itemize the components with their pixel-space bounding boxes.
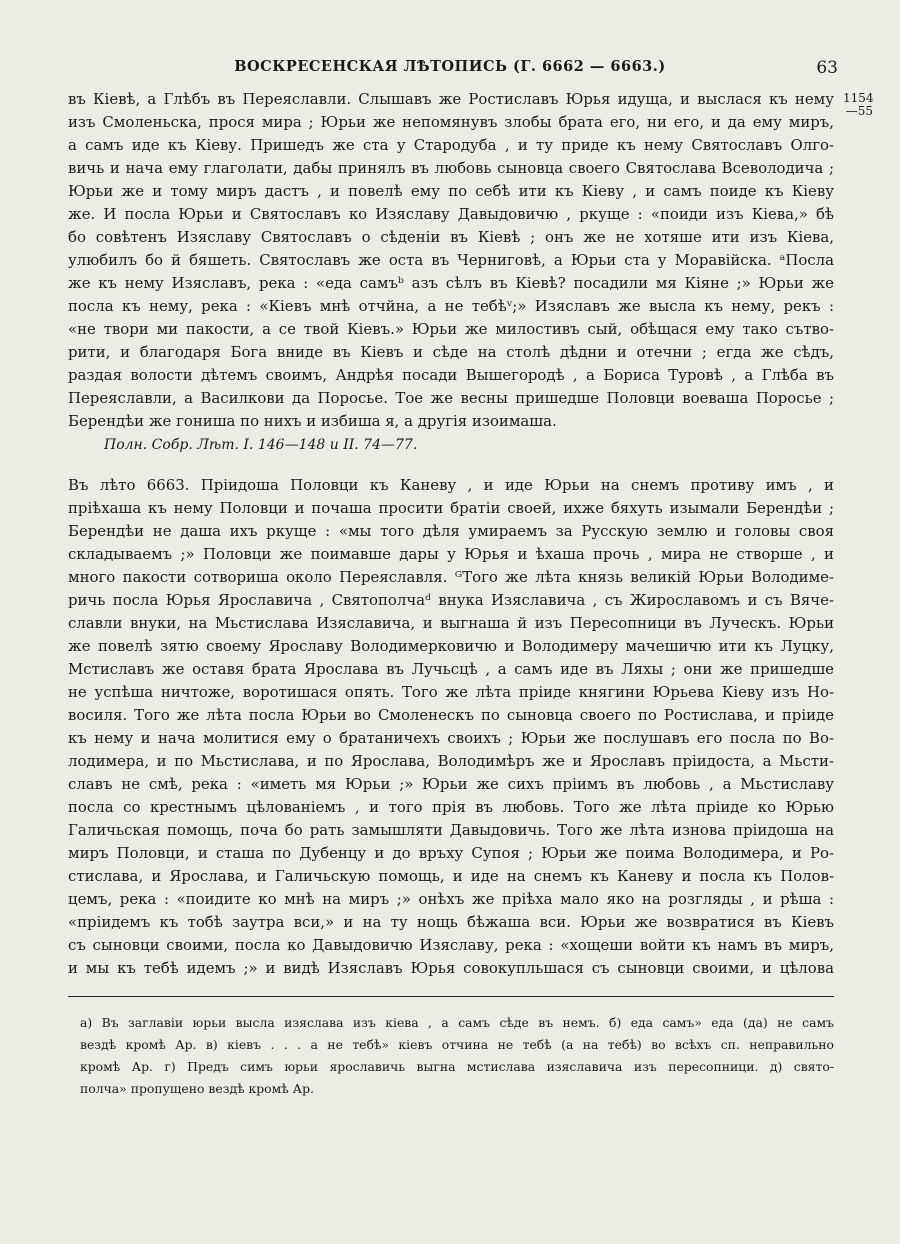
- text-line: не успѣша ничтоже, воротишася опять. Того же лѣта прiиде княгини Юрьева Кіеву изъ Но-: [68, 683, 834, 701]
- footnote-line: а) Въ заглавіи юрьи высла изяслава изъ кіева , а самъ сѣде въ немъ. б) еда самъ» еда (да) не самъ: [80, 1015, 834, 1030]
- footnote-divider: [68, 996, 834, 997]
- text-line: улюбилъ бо й бяшеть. Святославъ же оста въ Черниговѣ, а Юрьи ста у Моравійска. ᵃПосла: [68, 251, 834, 269]
- text-line: а самъ иде къ Кіеву. Пришедъ же ста у Стародуба , и ту приде къ нему Святославъ Олго-: [68, 136, 834, 154]
- text-line: Галичьская помощь, поча бо рать замышляти Давыдовичь. Того же лѣта изнова прiидоша на: [68, 821, 834, 839]
- text-line: же къ нему Изяславъ, река : «еда самъᵇ азъ сѣлъ въ Кіевѣ? посадили мя Кіяне ;» Юрьи же: [68, 274, 834, 292]
- footnote-line: кромѣ Ар. г) Предъ симъ юрьи ярославичь выгна мстислава изяславича изъ пересопници. д) свято-: [80, 1059, 834, 1074]
- text-line: Берендѣи не даша ихъ ркуще : «мы того дѣля умираемъ за Русскую землю и головы своя: [68, 522, 834, 540]
- text-line: складываемъ ;» Половци же поимавше дары у Юрья и ѣхаша прочь , мира не створше , и: [68, 545, 834, 563]
- chronicle-paragraph-1: [68, 88, 834, 433]
- text-line: къ нему и нача молитися ему о братаничехъ своихъ ; Юрьи же послушавъ его посла по Во-: [68, 729, 834, 747]
- text-line: же. И посла Юрьи и Святославъ ко Изяславу Давыдовичю , ркуще : «поиди изъ Кіева,» бѣ: [68, 205, 834, 223]
- chronicle-paragraph-2: [68, 474, 834, 980]
- footnote-line: полча» пропущено вездѣ кромѣ Ар.: [80, 1081, 314, 1096]
- text-line: Берендѣи же гониша по нихъ и избиша я, а другія изоимаша.: [68, 412, 557, 430]
- text-line: и мы къ тебѣ идемъ ;» и видѣ Изяславъ Юрья совокупльшася съ сыновци своими, и цѣлова: [68, 959, 834, 977]
- text-line: цемъ, река : «поидите ко мнѣ на миръ ;» онѣхъ же прiѣха мало яко на розгляды , и рѣша :: [68, 890, 834, 908]
- margin-year-start: 1154: [843, 91, 874, 105]
- text-line: Юрьи же и тому миръ дастъ , и повелѣ ему по себѣ ити къ Кіеву , и самъ поиде къ Кіеву: [68, 182, 834, 200]
- text-line: Переяславли, а Василкови да Поросье. Тое же весны пришедше Половци воеваша Поросье ;: [68, 389, 834, 407]
- text-line: съ сыновци своими, посла ко Давыдовичю Изяславу, река : «хощеши войти къ намъ въ миръ,: [68, 936, 834, 954]
- text-line: раздая волости дѣтемъ своимъ, Андрѣя посади Вышегородѣ , а Бориса Туровѣ , а Глѣба въ: [68, 366, 834, 384]
- text-line: славли внуки, на Мьстислава Изяславича, и выгнаша й изъ Пересопници въ Луческъ. Юрьи: [68, 614, 834, 632]
- margin-year-range: [843, 92, 873, 118]
- margin-year-end: —55: [845, 104, 873, 118]
- footnotes: [80, 1012, 834, 1100]
- text-line: посла къ нему, река : «Кіевъ мнѣ отчйна, а не тебѣᵛ;» Изяславъ же высла къ нему, рекъ :: [68, 297, 834, 315]
- text-line: «не твори ми пакости, а се твой Кіевъ.» Юрьи же милостивъ сый, обѣщася ему тако сътво-: [68, 320, 834, 338]
- text-line: вичь и нача ему глаголати, дабы принялъ въ любовь сыновца своего Святослава Всеволодича ;: [68, 159, 834, 177]
- text-line: въ Кіевѣ, а Глѣбъ въ Переяславли. Слышавъ же Ростиславъ Юрья идуща, и выслася къ нему: [68, 90, 834, 108]
- source-reference: Полн. Собр. Лѣт. I. 146—148 и II. 74—77.: [104, 437, 418, 453]
- footnote-line: вездѣ кромѣ Ар. в) кіевъ . . . а не тебѣ» кіевъ отчина не тебѣ (а на тебѣ) во всѣхъ сп. неправильно: [80, 1037, 834, 1052]
- text-line: посла со крестнымъ цѣлованіемъ , и того прiя въ любовь. Того же лѣта прiиде ко Юрью: [68, 798, 834, 816]
- text-line: восиля. Того же лѣта посла Юрьи во Смоленескъ по сыновца своего по Ростислава, и прiиде: [68, 706, 834, 724]
- text-line: Мстиславъ же оставя брата Ярослава въ Лучьсцѣ , а самъ иде въ Ляхы ; они же пришедше: [68, 660, 834, 678]
- text-line: ричь посла Юрья Ярославича , Святополчаᵈ внука Изяславича , съ Жирославомъ и съ Вяче-: [68, 591, 834, 609]
- running-header: ВОСКРЕСЕНСКАЯ ЛѢТОПИСЬ (Г. 6662 — 6663.): [234, 58, 666, 75]
- text-line: же повелѣ зятю своему Ярославу Володимерковичю и Володимеру мачешичю ити къ Луцку,: [68, 637, 834, 655]
- text-line: «прiидемъ къ тобѣ заутра вси,» и на ту нощь бѣжаша вси. Юрьи же возвратися въ Кіевъ: [68, 913, 834, 931]
- text-line: рити, и благодаря Бога вниде въ Кіевъ и сѣде на столѣ дѣдни и отечни ; егда же сѣдъ,: [68, 343, 834, 361]
- text-line: прiѣхаша къ нему Половци и почаша просити братiи своей, ихже бяхуть изымали Берендѣи ;: [68, 499, 834, 517]
- text-line: миръ Половци, и сташа по Дубенцу и до връху Супоя ; Юрьи же поима Володимера, и Ро-: [68, 844, 834, 862]
- text-line: много пакости сотвориша около Переяславля. ᴳТого же лѣта князь великій Юрьи Володиме-: [68, 568, 834, 586]
- page-number: 63: [816, 58, 838, 78]
- text-line: славъ не смѣ, река : «иметь мя Юрьи ;» Юрьи же сихъ прiимъ въ любовь , а Мьстиславу: [68, 775, 834, 793]
- text-line: стислава, и Ярослава, и Галичьскую помощь, и иде на снемъ къ Каневу и посла къ Полов-: [68, 867, 834, 885]
- text-line: бо совѣтенъ Изяславу Святославъ о сѣденіи въ Кіевѣ ; онъ же не хотяше ити изъ Кіева,: [68, 228, 834, 246]
- text-line: лодимера, и по Мьстислава, и по Ярослава, Володимѣръ же и Ярославъ прiидоста, а Мьсти-: [68, 752, 834, 770]
- text-line: Въ лѣто 6663. Прiидоша Половци къ Каневу , и иде Юрьи на снемъ противу имъ , и: [68, 476, 834, 494]
- text-line: изъ Смоленьска, прося мира ; Юрьи же непомянувъ злобы брата его, ни его, и да ему миръ,: [68, 113, 834, 131]
